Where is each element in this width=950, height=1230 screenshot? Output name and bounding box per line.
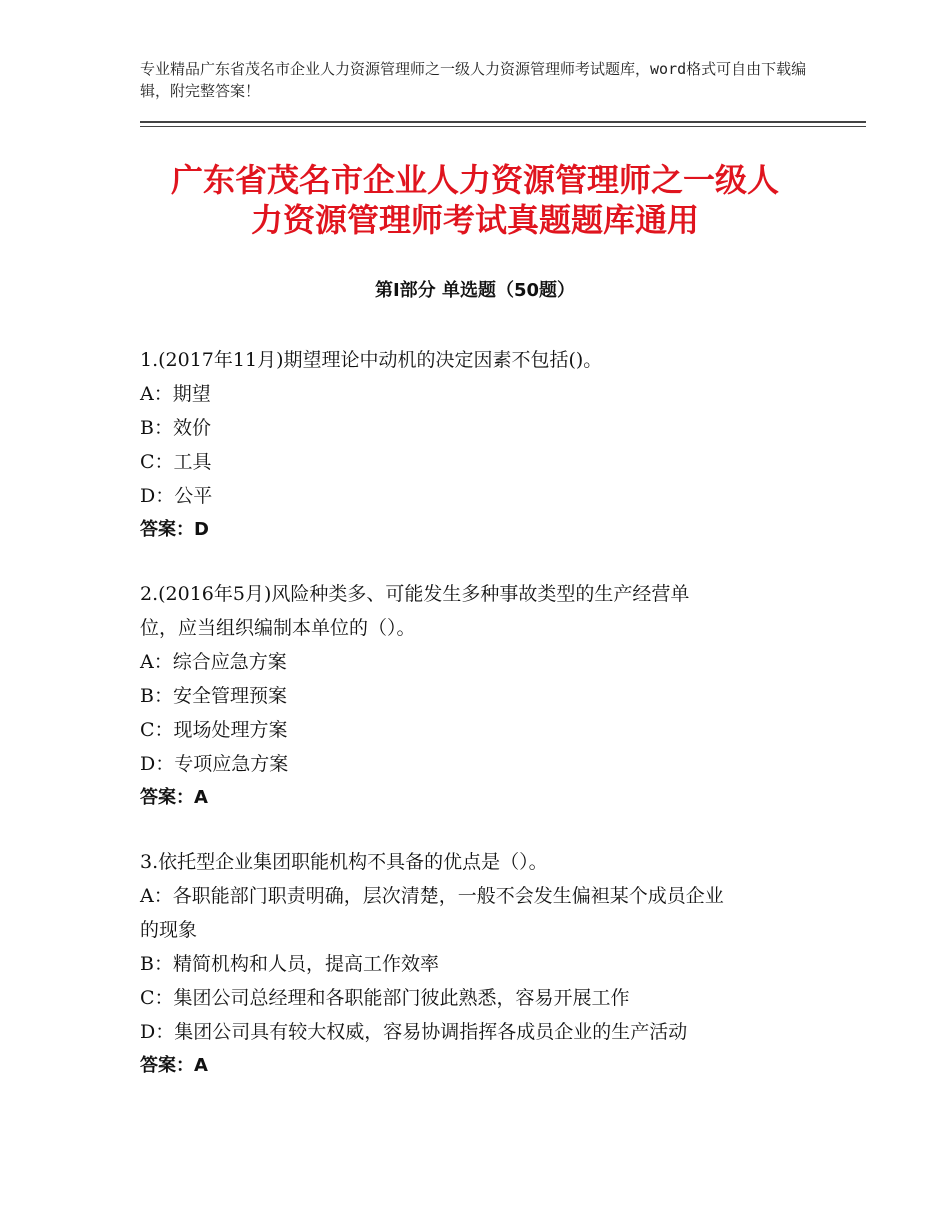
answer: 答案：A bbox=[140, 787, 208, 808]
title-line-2: 力资源管理师考试真题题库通用 bbox=[250, 201, 699, 239]
option-c: C：现场处理方案 bbox=[140, 719, 288, 741]
question-stem: 2.(2016年5月)风险种类多、可能发生多种事故类型的生产经营单 bbox=[140, 583, 690, 605]
question-stem-cont: 位，应当组织编制本单位的（）。 bbox=[140, 617, 416, 639]
option-b: B：效价 bbox=[140, 417, 211, 439]
section-title: 第Ⅰ部分 单选题（50题） bbox=[374, 280, 575, 301]
document-title bbox=[120, 160, 830, 240]
option-a-cont: 的现象 bbox=[140, 919, 198, 941]
question-2 bbox=[140, 577, 820, 815]
answer: 答案：A bbox=[140, 1055, 208, 1076]
option-c: C：工具 bbox=[140, 451, 212, 473]
question-stem: 3.依托型企业集团职能机构不具备的优点是（）。 bbox=[140, 851, 548, 873]
header-rule-thin bbox=[140, 126, 866, 127]
title-line-1: 广东省茂名市企业人力资源管理师之一级人 bbox=[170, 161, 779, 199]
option-b: B：精简机构和人员，提高工作效率 bbox=[140, 953, 439, 975]
option-a: A：期望 bbox=[140, 383, 211, 405]
option-b: B：安全管理预案 bbox=[140, 685, 287, 707]
question-1 bbox=[140, 343, 820, 547]
option-a: A：综合应急方案 bbox=[140, 651, 287, 673]
question-stem: 1.(2017年11月)期望理论中动机的决定因素不包括()。 bbox=[140, 349, 603, 371]
header-rule-thick bbox=[140, 121, 866, 123]
option-d: D：专项应急方案 bbox=[140, 753, 289, 775]
answer: 答案：D bbox=[140, 519, 209, 540]
header-note: 专业精品广东省茂名市企业人力资源管理师之一级人力资源管理师考试题库，word格式可自由下载编辑，附完整答案！ bbox=[140, 60, 807, 100]
option-c: C：集团公司总经理和各职能部门彼此熟悉，容易开展工作 bbox=[140, 987, 630, 1009]
option-d: D：公平 bbox=[140, 485, 213, 507]
question-3 bbox=[140, 845, 820, 1083]
question-list bbox=[140, 343, 820, 1113]
option-a: A：各职能部门职责明确，层次清楚，一般不会发生偏袒某个成员企业 bbox=[140, 885, 724, 907]
option-d: D：集团公司具有较大权威，容易协调指挥各成员企业的生产活动 bbox=[140, 1021, 688, 1043]
